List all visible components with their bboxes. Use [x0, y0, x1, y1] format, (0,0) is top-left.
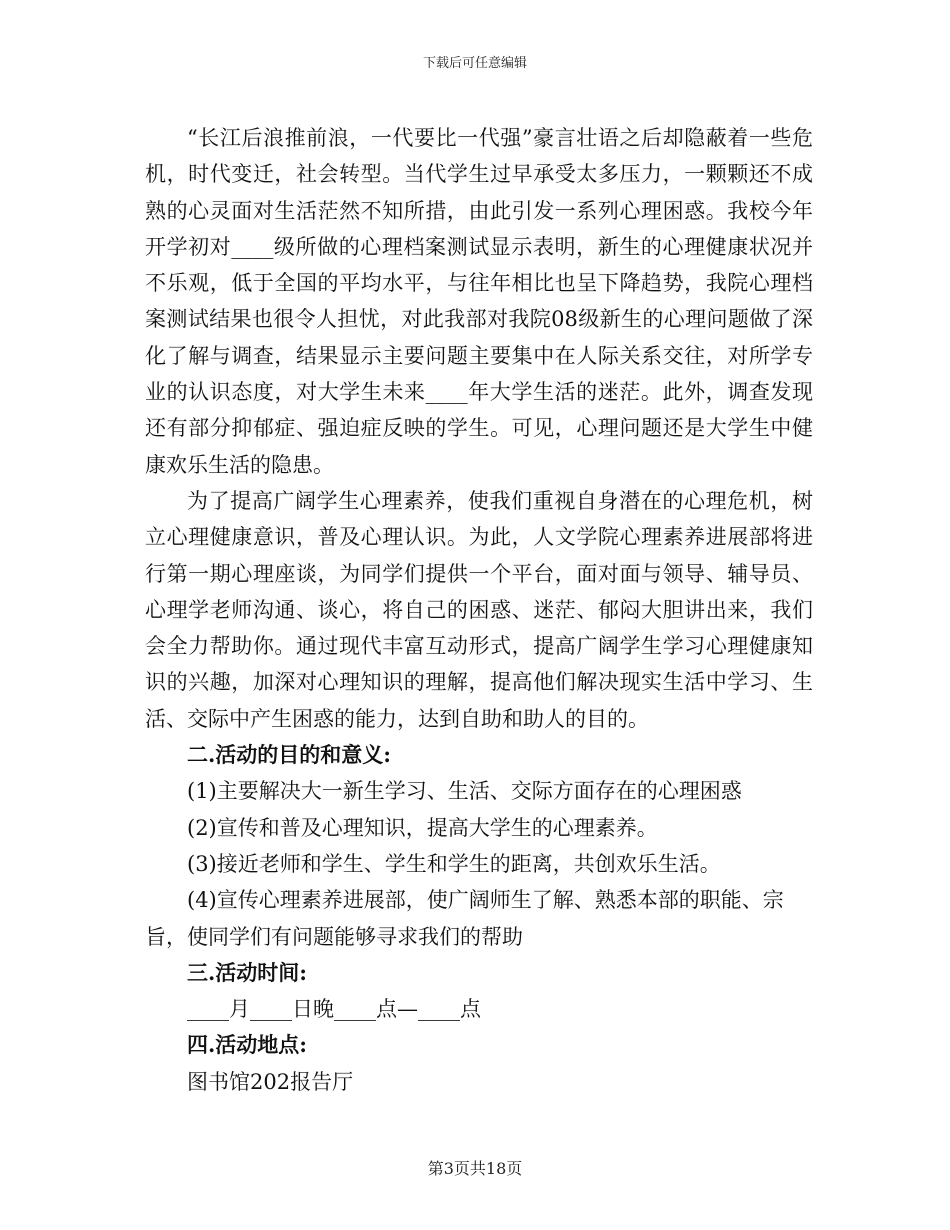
intro-paragraph: “长江后浪推前浪，一代要比一代强”豪言壮语之后却隐蔽着一些危机，时代变迁，社会转型。当代学生过早承受太多压力，一颗颗还不成熟的心灵面对生活茫然不知所措，由此引发一系列心理困惑。我校今年开学初对____级所做的心理档案测试显示表明，新生的心理健康状况并不乐观，低于全国的平均水平，与往年相比也呈下降趋势，我院心理档案测试结果也很令人担忧，对此我部对我院08级新生的心理问题做了深化了解与调查，结果显示主要问题主要集中在人际关系交往，对所学专业的认识态度，对大学生未来____年大学生活的迷茫。此外，调查发现还有部分抑郁症、强迫症反映的学生。可见，心理问题还是大学生中健康欢乐生活的隐患。: [145, 126, 813, 477]
section-heading-time: 三.活动时间:: [187, 959, 308, 985]
page-footer: 第3页共18页: [427, 1159, 523, 1178]
page-header: 下载后可任意编辑: [422, 56, 527, 71]
goal-item-3: (3)接近老师和学生、学生和学生的距离，共创欢乐生活。: [187, 851, 721, 876]
activity-time: ____月____日晚____点—____点: [187, 997, 481, 1022]
goal-item-2: (2)宣传和普及心理知识，提高大学生的心理素养。: [187, 815, 658, 840]
goal-item-1: (1)主要解决大一新生学习、生活、交际方面存在的心理困惑: [187, 779, 742, 804]
section-heading-goals: 二.活动的目的和意义:: [187, 742, 392, 768]
document-body: [145, 120, 813, 1100]
goal-item-4: (4)宣传心理素养进展部，使广阔师生了解、熟悉本部的职能、宗旨，使同学们有问题能够寻求我们的帮助: [145, 888, 784, 949]
section-heading-location: 四.活动地点:: [187, 1032, 308, 1058]
activity-location: 图书馆202报告厅: [187, 1069, 354, 1094]
purpose-paragraph: 为了提高广阔学生心理素养，使我们重视自身潜在的心理危机，树立心理健康意识，普及心理认识。为此，人文学院心理素养进展部将进行第一期心理座谈，为同学们提供一个平台，面对面与领导、辅导员、心理学老师沟通、谈心，将自己的困惑、迷茫、郁闷大胆讲出来，我们会全力帮助你。通过现代丰富互动形式，提高广阔学生学习心理健康知识的兴趣，加深对心理知识的理解，提高他们解决现实生活中学习、生活、交际中产生困惑的能力，达到自助和助人的目的。: [145, 488, 813, 731]
